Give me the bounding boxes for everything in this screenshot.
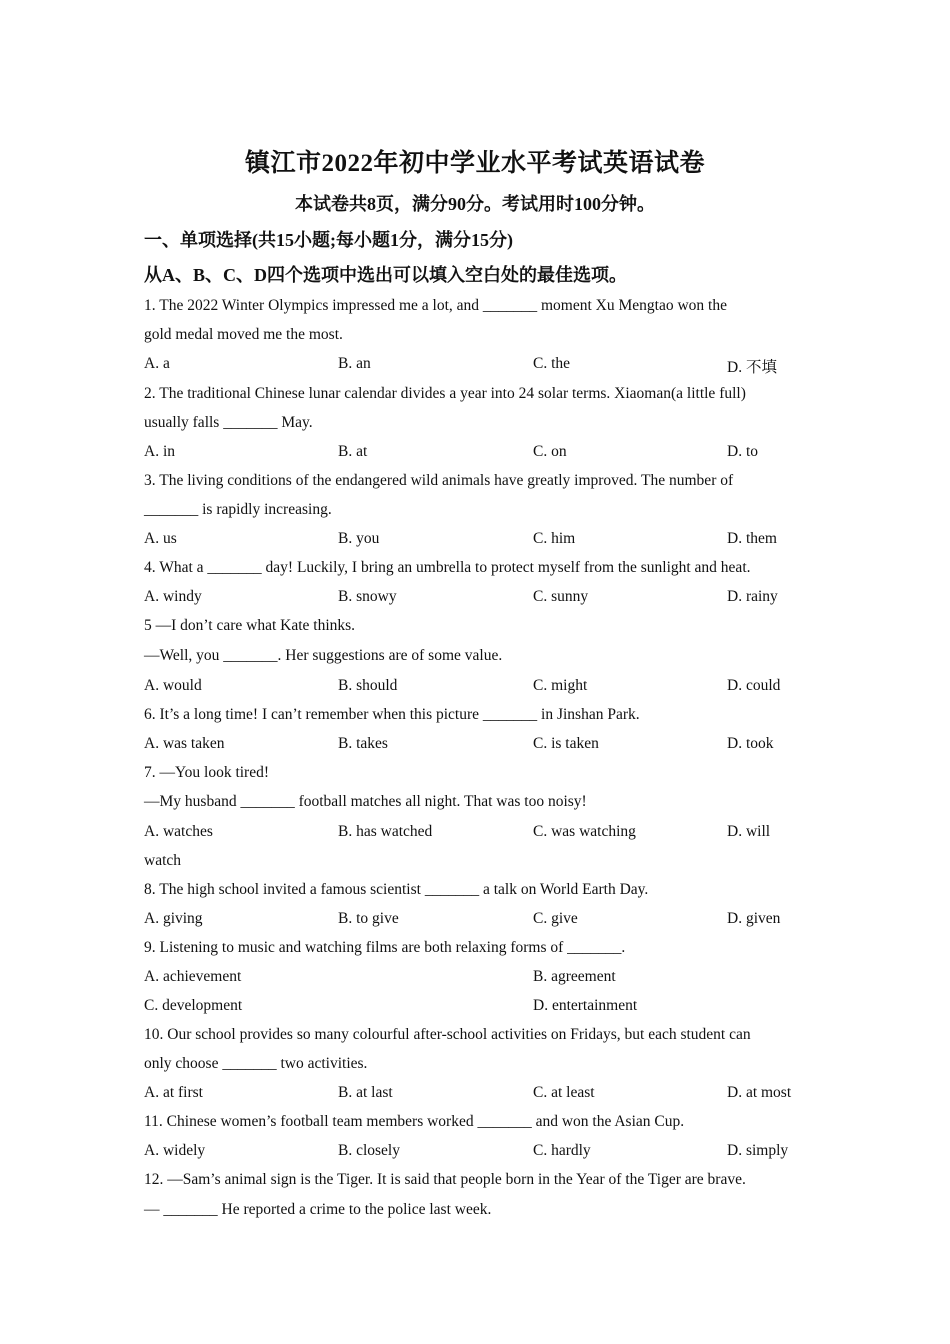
question-8-option-a: A. giving [144, 910, 203, 927]
question-6-line-1: 6. It’s a long time! I can’t remember when this picture _______ in Jinshan Park. [144, 706, 640, 723]
question-5-option-d: D. could [727, 677, 781, 694]
question-8-option-b: B. to give [338, 910, 399, 927]
question-11-option-b: B. closely [338, 1142, 400, 1159]
question-10-option-d: D. at most [727, 1084, 792, 1101]
question-7-option-d: D. will [727, 823, 771, 840]
question-7-option-d-wrap: watch [144, 852, 182, 869]
section-heading: 一、单项选择(共15小题;每小题1分，满分15分) [144, 230, 513, 250]
question-11-line-1: 11. Chinese women’s football team members worked _______ and won the Asian Cup. [144, 1113, 685, 1130]
question-1-option-b: B. an [338, 355, 371, 372]
question-4-option-d: D. rainy [727, 588, 778, 605]
question-7-line-1: 7. —You look tired! [144, 764, 270, 781]
question-10-option-a: A. at first [144, 1084, 203, 1101]
question-9-option-d: D. entertainment [533, 997, 638, 1014]
question-6-option-b: B. takes [338, 735, 388, 752]
exam-info: 本试卷共8页，满分90分。考试用时100分钟。 [295, 194, 655, 214]
page-title: 镇江市2022年初中学业水平考试英语试卷 [244, 150, 705, 177]
question-7-option-c: C. was watching [533, 823, 636, 840]
question-5-option-b: B. should [338, 677, 398, 694]
question-10-option-c: C. at least [533, 1084, 595, 1101]
question-2-option-d: D. to [727, 443, 758, 460]
question-2-line-1: 2. The traditional Chinese lunar calendar divides a year into 24 solar terms. Xiaoman(a little full) [144, 385, 746, 402]
question-6-option-c: C. is taken [533, 735, 599, 752]
question-9-option-c: C. development [144, 997, 243, 1014]
question-9-option-b: B. agreement [533, 968, 616, 985]
question-2-line-2: usually falls _______ May. [144, 414, 313, 431]
question-1-option-a: A. a [144, 355, 170, 372]
question-9-line-1: 9. Listening to music and watching films are both relaxing forms of _______. [144, 939, 626, 956]
question-2-option-a: A. in [144, 443, 175, 460]
question-8-option-d: D. given [727, 910, 781, 927]
question-8-line-1: 8. The high school invited a famous scientist _______ a talk on World Earth Day. [144, 881, 649, 898]
question-3-option-b: B. you [338, 530, 380, 547]
question-1-option-d: D. 不填 [727, 359, 777, 376]
question-1-line-2: gold medal moved me the most. [144, 326, 343, 343]
question-8-option-c: C. give [533, 910, 578, 927]
question-7-option-a: A. watches [144, 823, 213, 840]
question-6-option-d: D. took [727, 735, 774, 752]
question-2-option-c: C. on [533, 443, 567, 460]
question-5-line-1: 5 —I don’t care what Kate thinks. [144, 617, 356, 634]
question-3-line-1: 3. The living conditions of the endangered wild animals have greatly improved. The number of [144, 472, 734, 489]
question-10-line-1: 10. Our school provides so many colourful after-school activities on Fridays, but each student can [144, 1026, 751, 1043]
question-1-line-1: 1. The 2022 Winter Olympics impressed me a lot, and _______ moment Xu Mengtao won the [144, 297, 727, 314]
question-4-option-a: A. windy [144, 588, 202, 605]
question-3-option-a: A. us [144, 530, 177, 547]
question-12-line-2: — _______ He reported a crime to the police last week. [144, 1201, 492, 1218]
question-12-line-1: 12. —Sam’s animal sign is the Tiger. It is said that people born in the Year of the Tiger are brave. [144, 1171, 746, 1188]
question-11-option-d: D. simply [727, 1142, 789, 1159]
question-7-option-b: B. has watched [338, 823, 433, 840]
question-7-line-2: —My husband _______ football matches all night. That was too noisy! [144, 793, 587, 810]
question-3-line-2: _______ is rapidly increasing. [144, 501, 332, 518]
question-10-option-b: B. at last [338, 1084, 393, 1101]
instruction-text: 从A、B、C、D四个选项中选出可以填入空白处的最佳选项。 [144, 265, 628, 285]
question-5-line-2: —Well, you _______. Her suggestions are of some value. [144, 647, 503, 664]
question-2-option-b: B. at [338, 443, 368, 460]
question-1-option-c: C. the [533, 355, 571, 372]
question-11-option-c: C. hardly [533, 1142, 591, 1159]
question-11-option-a: A. widely [144, 1142, 206, 1159]
question-10-line-2: only choose _______ two activities. [144, 1055, 368, 1072]
question-3-option-d: D. them [727, 530, 777, 547]
question-9-option-a: A. achievement [144, 968, 242, 985]
question-4-option-b: B. snowy [338, 588, 397, 605]
question-3-option-c: C. him [533, 530, 576, 547]
question-5-option-c: C. might [533, 677, 588, 694]
question-6-option-a: A. was taken [144, 735, 225, 752]
question-4-line-1: 4. What a _______ day! Luckily, I bring an umbrella to protect myself from the sunlight and heat. [144, 559, 751, 576]
question-5-option-a: A. would [144, 677, 202, 694]
question-4-option-c: C. sunny [533, 588, 589, 605]
